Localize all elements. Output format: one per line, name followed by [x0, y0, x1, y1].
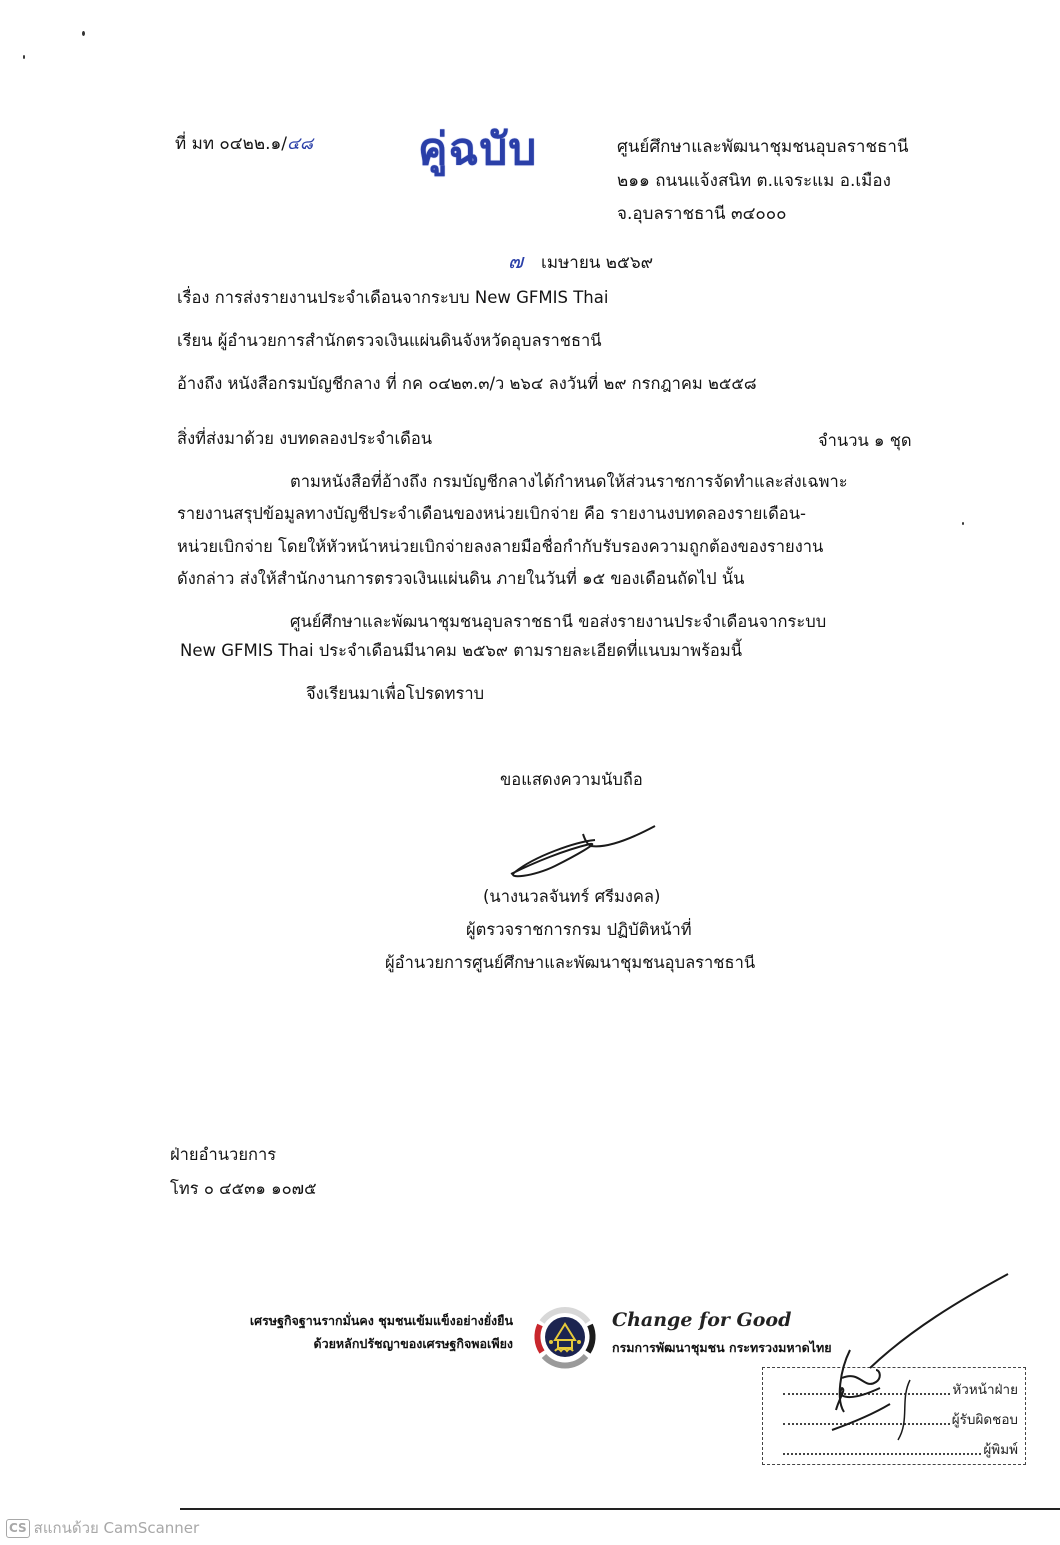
body-paragraph-2-line: ศูนย์ศึกษาและพัฒนาชุมชนอุบลราชธานี ขอส่งรายงานประจำเดือนจากระบบ: [290, 612, 827, 631]
phone-number: โทร ๐ ๔๕๓๑ ๑๐๗๕: [170, 1179, 317, 1198]
scan-speck: [23, 55, 25, 59]
scan-speck: [82, 31, 85, 36]
body-paragraph-1-line: หน่วยเบิกจ่าย โดยให้หัวหน้าหน่วยเบิกจ่ายลงลายมือชื่อกำกับรับรองความถูกต้องของรายงาน: [177, 537, 824, 556]
signer-position-1: ผู้ตรวจราชการกรม ปฏิบัติหน้าที่: [466, 920, 692, 939]
letter-date: [508, 245, 653, 277]
sender-address-line-2: ๒๑๑ ถนนแจ้งสนิท ต.แจระแม อ.เมือง: [617, 171, 891, 191]
body-paragraph-2-line: New GFMIS Thai ประจำเดือนมีนาคม ๒๕๖๙ ตามรายละเอียดที่แนบมาพร้อมนี้: [180, 641, 742, 660]
document-number-printed: ที่ มท ๐๔๒๒.๑/: [175, 134, 288, 154]
copy-stamp: คู่ฉบับ: [418, 124, 538, 175]
initials-scribble-icon: [780, 1270, 1020, 1450]
enclosure-line: สิ่งที่ส่งมาด้วย งบทดลองประจำเดือน: [177, 429, 433, 448]
change-for-good-tagline: Change for Good: [612, 1309, 792, 1331]
reference-line: อ้างถึง หนังสือกรมบัญชีกลาง ที่ กค ๐๔๒๓.๓/ว ๒๖๔ ลงวันที่ ๒๙ กรกฎาคม ๒๕๕๘: [177, 374, 757, 393]
department-name: ฝ่ายอำนวยการ: [170, 1145, 277, 1164]
camscanner-watermark: [6, 1516, 199, 1540]
ministry-name: กรมการพัฒนาชุมชน กระทรวงมหาดไทย: [612, 1340, 832, 1355]
body-paragraph-1-line: ตามหนังสือที่อ้างถึง กรมบัญชีกลางได้กำหนดให้ส่วนราชการจัดทำและส่งเฉพาะ: [290, 472, 848, 491]
department-seal-icon: [530, 1300, 600, 1370]
initials-role: ผู้รับผิดชอบ: [951, 1412, 1018, 1428]
sender-address-line-3: จ.อุบลราชธานี ๓๔๐๐๐: [617, 204, 787, 224]
signer-position-2: ผู้อำนวยการศูนย์ศึกษาและพัฒนาชุมชนอุบลราชธานี: [385, 953, 756, 972]
camscanner-logo-icon: CS: [6, 1519, 30, 1538]
date-month-year: เมษายน ๒๕๖๙: [541, 253, 654, 273]
camscanner-label: สแกนด้วย CamScanner: [33, 1519, 200, 1537]
document-number: [175, 130, 313, 157]
slogan-line-1: เศรษฐกิจฐานรากมั่นคง ชุมชนเข้มแข็งอย่างยั่งยืน: [249, 1313, 513, 1328]
body-paragraph-3: จึงเรียนมาเพื่อโปรดทราบ: [306, 684, 485, 703]
scan-edge-line: [180, 1508, 1060, 1510]
closing-salutation: ขอแสดงความนับถือ: [500, 770, 643, 789]
body-paragraph-1-line: รายงานสรุปข้อมูลทางบัญชีประจำเดือนของหน่วยเบิกจ่าย คือ รายงานงบทดลองรายเดือน-: [177, 504, 806, 523]
date-day-handwritten: ๗: [508, 249, 524, 273]
document-number-handwritten: ๔๘: [287, 134, 313, 154]
body-paragraph-1-line: ดังกล่าว ส่งให้สำนักงานการตรวจเงินแผ่นดิน ภายในวันที่ ๑๕ ของเดือนถัดไป นั้น: [177, 569, 745, 588]
signature-icon: [505, 822, 665, 882]
initials-role: ผู้พิมพ์: [983, 1442, 1018, 1458]
slogan-line-2: ด้วยหลักปรัชญาของเศรษฐกิจพอเพียง: [313, 1336, 513, 1351]
scan-speck: [962, 522, 964, 525]
enclosure-quantity: จำนวน ๑ ชุด: [818, 431, 912, 450]
sender-address-line-1: ศูนย์ศึกษาและพัฒนาชุมชนอุบลราชธานี: [617, 137, 909, 157]
subject-line: เรื่อง การส่งรายงานประจำเดือนจากระบบ New GFMIS Thai: [177, 288, 609, 307]
initials-role: หัวหน้าฝ่าย: [952, 1382, 1018, 1398]
signer-name: (นางนวลจันทร์ ศรีมงคล): [483, 887, 661, 906]
recipient-line: เรียน ผู้อำนวยการสำนักตรวจเงินแผ่นดินจังหวัดอุบลราชธานี: [177, 331, 602, 350]
